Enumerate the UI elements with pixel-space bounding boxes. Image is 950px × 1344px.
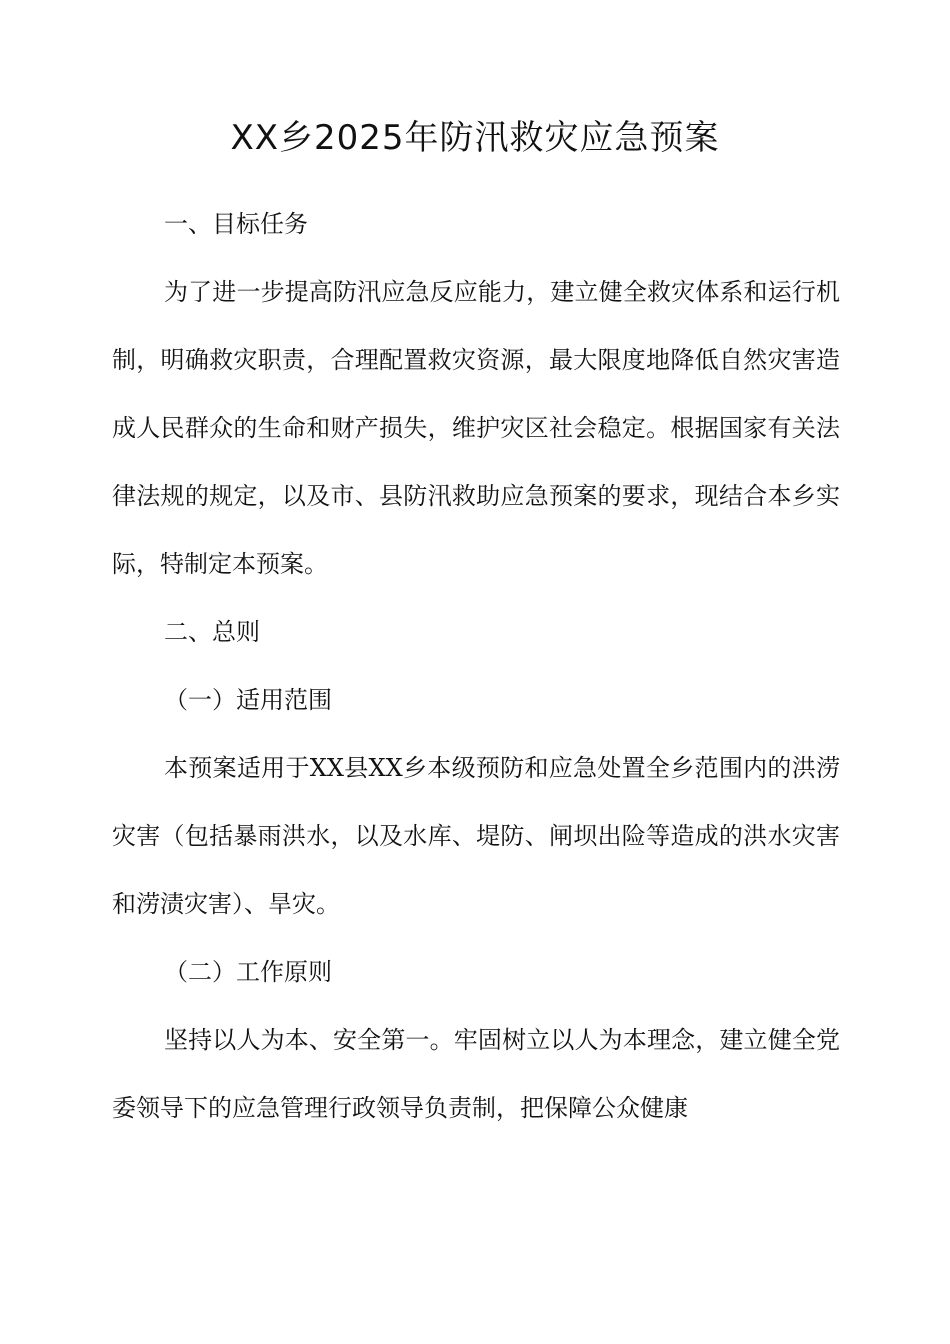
- section-heading-goals: 一、目标任务: [164, 210, 308, 238]
- section-heading-general: 二、总则: [164, 618, 260, 646]
- document-title: XX乡2025年防汛救灾应急预案: [230, 118, 720, 158]
- subsection-heading-scope: （一）适用范围: [164, 686, 332, 714]
- paragraph-principles: 坚持以人为本、安全第一。牢固树立以人为本理念，建立健全党委领导下的应急管理行政领导负责制，把保障公众健康: [112, 1026, 840, 1122]
- document-body: [112, 190, 840, 1142]
- paragraph-scope: 本预案适用于XX县XX乡本级预防和应急处置全乡范围内的洪涝灾害（包括暴雨洪水，以及水库、堤防、闸坝出险等造成的洪水灾害和涝渍灾害）、旱灾。: [112, 754, 840, 918]
- subsection-heading-principles: （二）工作原则: [164, 958, 332, 986]
- paragraph-goals: 为了进一步提高防汛应急反应能力，建立健全救灾体系和运行机制，明确救灾职责，合理配置救灾资源，最大限度地降低自然灾害造成人民群众的生命和财产损失，维护灾区社会稳定。根据国家有关法律法规的规定，以及市、县防汛救助应急预案的要求，现结合本乡实际，特制定本预案。: [112, 278, 840, 578]
